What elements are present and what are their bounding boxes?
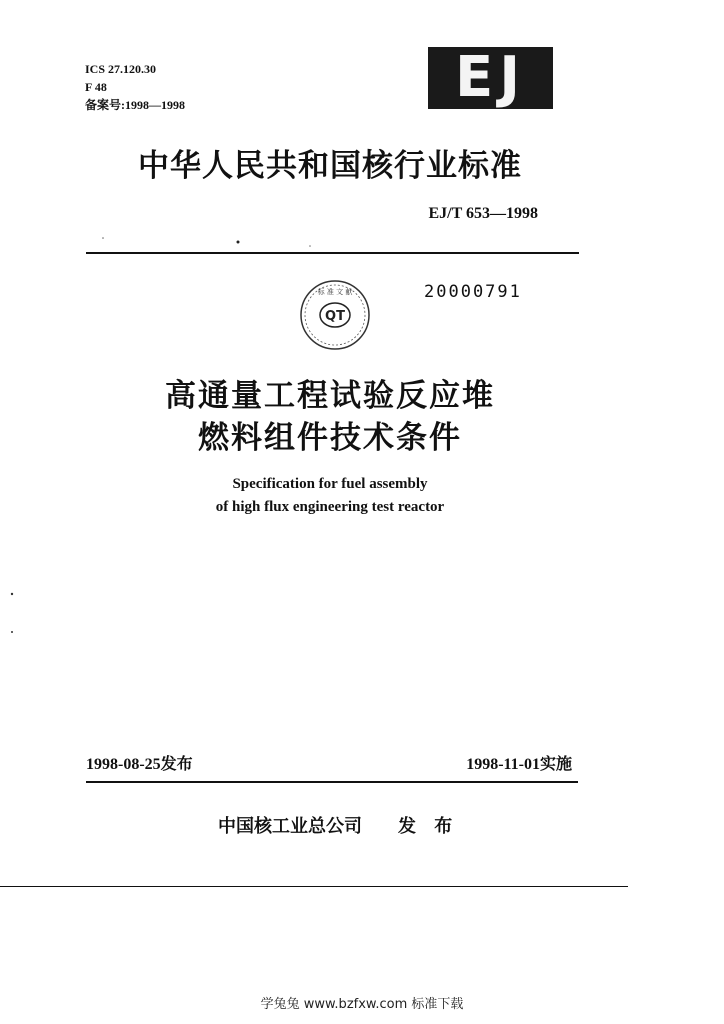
- page-edge-line: [0, 886, 628, 887]
- filing-number: 备案号:1998—1998: [85, 98, 185, 112]
- publish-action: 发 布: [398, 816, 459, 837]
- footer-watermark: 学兔兔 www.bzfxw.com 标准下载: [260, 997, 464, 1012]
- issue-date: 1998-08-25发布: [86, 756, 193, 773]
- ej-logo: EJ: [428, 47, 553, 109]
- library-stamp: [299, 279, 371, 351]
- document-title-cn-line2: 燃料组件技术条件: [198, 420, 462, 456]
- ics-code: ICS 27.120.30: [85, 62, 157, 76]
- national-standard-title: 中华人民共和国核行业标准: [138, 148, 522, 184]
- document-title-en-line2: of high flux engineering test reactor: [215, 499, 445, 515]
- bottom-divider: [86, 781, 578, 783]
- stamp-center-text: QT: [325, 309, 345, 324]
- publisher-name: 中国核工业总公司: [218, 816, 362, 837]
- serial-number: 20000791: [424, 282, 522, 302]
- standard-number: EJ/T 653—1998: [428, 205, 538, 222]
- stamp-top-text: 标 准 文 献: [317, 288, 353, 296]
- implementation-date: 1998-11-01实施: [466, 756, 572, 773]
- classification-code: F 48: [85, 80, 107, 94]
- top-divider: [86, 252, 579, 254]
- document-title-en-line1: Specification for fuel assembly: [232, 476, 428, 492]
- document-title-cn-line1: 高通量工程试验反应堆: [165, 378, 495, 414]
